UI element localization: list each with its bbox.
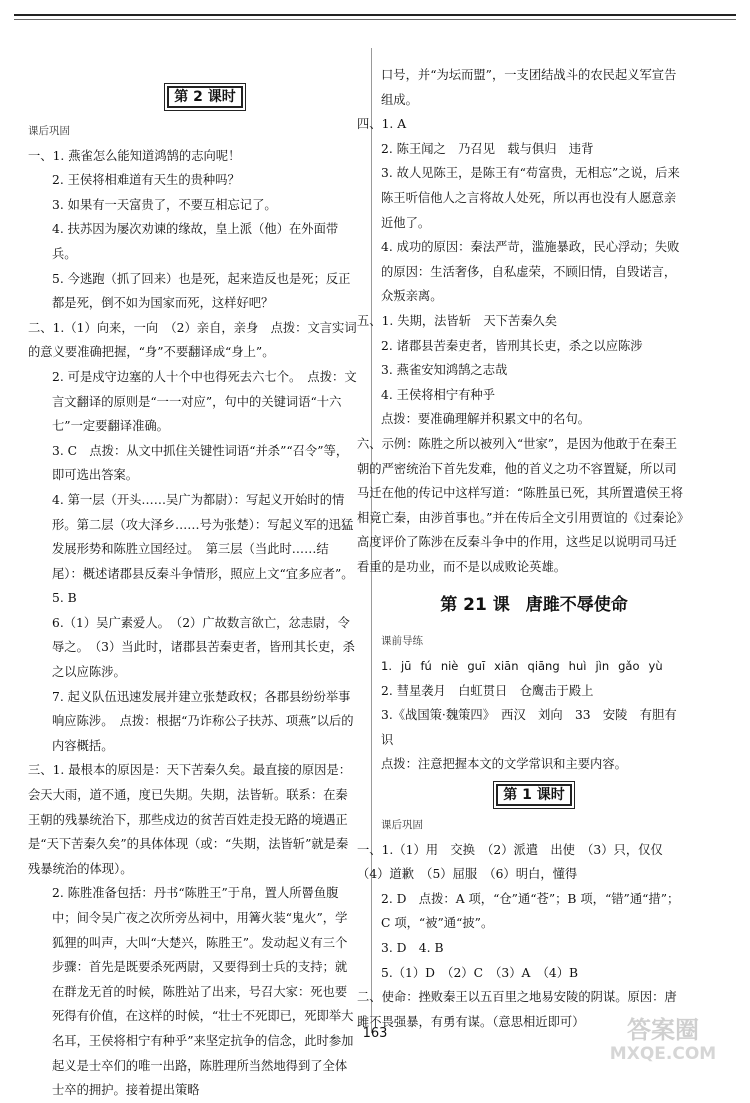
answer-line: 3. 如果有一天富贵了，不要互相忘记了。 [52,197,277,212]
answer-line: 2. 陈胜准备包括：丹书“陈胜王”于帛，置人所罾鱼腹中；间令吴广夜之次所旁丛祠中，用篝火装“鬼火”，学狐狸的叫声，大叫“大楚兴，陈胜王”。发动起义有三个步骤：首先是既要杀死两尉，又要得到士兵的支持；就在群龙无首的时候，陈胜站了出来，号召大家：死也要死得有价值，在这样的时候，“壮士不死即已，死即举大名耳，王侯将相宁有种乎”来坚定抗争的信念，此时参加起义是士卒们的唯一出路，陈胜理所当然地得到了全体士卒的拥护。接着提出策略 [52,886,354,1098]
answer-line: 二、使命：挫败秦王以五百里之地易安陵的阴谋。原因：唐雎不畏强暴，有勇有谋。（意思相近即可） [357,990,677,1029]
pinyin-prefix: 1. [381,659,392,674]
answer-line: 一、1.（1）用 交换 （2）派遣 出使 （3）只，仅仅 （4）道歉 （5）屈服 （6）明白，懂得 [357,842,676,882]
section-box-lesson-2: 第 2 课时 [167,86,243,108]
top-rule-thin [14,19,736,20]
answer-line: 2. D 点拨：A 项，“仓”通“苍”；B 项，“错”通“措”；C 项，“被”通“披”。 [381,891,680,931]
answer-line: 口号，并“为坛而盟”，一支团结战斗的农民起义军宣告组成。 [381,68,677,107]
answer-line: 六、示例：陈胜之所以被列入“世家”，是因为他敢于在秦王朝的严密统治下首先发难，他的首义之功不容置疑，所以司马迁在他的传记中这样写道：“陈胜虽已死，其所置遣侯王将相竟亡秦，由涉首事也。”并在传后全文引用贾谊的《过秦论》高度评价了陈涉在反秦斗争中的作用，这些足以说明司马迁看重的是功业，而不是以成败论英雄。 [357,436,684,574]
svg-text:答案圈: 答案圈 [627,1016,699,1044]
answer-line: 5.（1）D （2）C （3）A （4）B [381,965,579,980]
answer-line: 6.（1）吴广素爱人。 （2）广故数言欲亡，忿恚尉，令辱之。 （3）当此时，诸郡县苦秦吏者，皆刑其长吏，杀之以应陈涉。 [52,615,355,680]
answer-line: 5. 今逃跑（抓了回来）也是死，起来造反也是死；反正都是死，倒不如为国家而死，这样好吧？ [52,271,351,311]
answer-line: 2. 陈王闻之 乃召见 载与俱归 违背 [381,141,594,156]
answer-line: 3. 故人见陈王，是陈王有“苟富贵，无相忘”之说，后来陈王听信他人之言将故人处死，所以再也没有人愿意亲近他了。 [381,166,680,230]
answer-line: 4. 王侯将相宁有种乎 [381,387,496,402]
answer-line: 2. 彗星袭月 白虹贯日 仓鹰击于殿上 [381,683,594,698]
practice-label: 课后巩固 [28,125,70,137]
left-answer-list [28,144,358,1103]
answer-line: 2. 王侯将相难道有天生的贵种吗？ [52,173,240,188]
answer-line: 点拨：注意把握本文的文学常识和主要内容。 [381,757,627,772]
answer-line: 2. 诸郡县苦秦吏者，皆刑其长吏，杀之以应陈涉 [381,338,643,353]
pinyin-syllable: qiāng [527,659,560,674]
top-rule [14,14,736,16]
answer-line: 4. 扶苏因为屡次劝谏的缘故，皇上派（他）在外面带兵。 [52,222,339,261]
pinyin-syllable: niè [440,659,459,674]
answer-line: 7. 起义队伍迅速发展并建立张楚政权；各郡县纷纷举事响应陈涉。 点拨：根据“乃诈称公子扶苏、项燕”以后的内容概括。 [52,689,354,753]
practice-label-2: 课后巩固 [381,819,423,832]
answer-line: 四、1. A [357,117,407,132]
answer-line: 五、1. 失期，法皆斩 天下苦秦久矣 [357,313,558,328]
pinyin-syllable: guī [467,659,486,674]
section-box-lesson-1: 第 1 课时 [496,784,572,806]
right-answer-list-top [357,63,687,579]
answer-line: 3. C 点拨：从文中抓住关键性词语“并杀”“召令”等，即可选出答案。 [52,443,349,483]
answer-line: 2. 可是戍守边塞的人十个中也得死去六七个。 点拨：文言文翻译的原则是“一一对应”，句中的关键词语“十六七”一定要翻译准确。 [52,369,357,434]
svg-text:MXQE.COM: MXQE.COM [609,1044,717,1064]
answer-line: 一、1. 燕雀怎么能知道鸿鹄的志向呢！ [28,148,241,163]
lesson-number: 第 21 课 [440,595,510,616]
answer-line: 3. D 4. B [381,941,444,955]
page-number: 163 [362,1026,388,1041]
answer-line: 二、1.（1）向来，一向 （2）亲自，亲身 点拨：文言实词的意义要准确把握，“身”不要翻译成“身上”。 [28,320,357,360]
pinyin-syllable: jìn [595,659,610,674]
pre-practice-label: 课前导练 [381,635,423,648]
answer-line: 3. 燕雀安知鸿鹄之志哉 [381,363,508,378]
pinyin-syllable: gǎo [618,659,640,674]
pre-practice-list [381,679,687,777]
answer-line: 三、1. 最根本的原因是：天下苦秦久矣。最直接的原因是：会天大雨，道不通，度已失期。失期，法皆斩。联系：在秦王朝的残暴统治下，那些戍边的贫苦百姓走投无路的境遇正是“天下苦秦久矣”的具体体现（或：“失期，法皆斩”就是秦残暴统治的体现）。 [28,763,352,876]
answer-line: 4. 成功的原因：秦法严苛，滥施暴政，民心浮动；失败的原因：生活奢侈，自私虚荣，不顾旧情，自毁诺言，众叛亲离。 [381,240,680,304]
answer-line: 点拨：要准确理解并积累文中的名句。 [381,412,591,427]
pinyin-syllable: huì [568,659,587,674]
answer-line: 4. 第一层（开头……吴广为都尉）：写起义开始时的情形。第二层（攻大泽乡……号为张楚）：写起义军的迅猛发展形势和陈胜立国经过。 第三层（当此时……结尾）：概述诸郡县反秦斗争情形，照应上文“宜多应者”。 [52,492,354,581]
watermark-logo [588,1012,738,1064]
pinyin-row [381,654,687,679]
answer-line: 3.《战国策·魏策四》 西汉 刘向 33 安陵 有胆有识 [381,708,677,747]
answer-line: 5. B [52,591,77,606]
pinyin-syllable: jū [400,659,412,674]
pinyin-syllable: xiān [494,659,519,674]
left-column [28,79,358,1103]
pinyin-syllable: yù [648,659,663,674]
lesson-title: 唐雎不辱使命 [525,595,628,616]
pinyin-list [401,659,672,673]
pinyin-syllable: fú [420,659,432,674]
lesson-heading [381,583,687,627]
